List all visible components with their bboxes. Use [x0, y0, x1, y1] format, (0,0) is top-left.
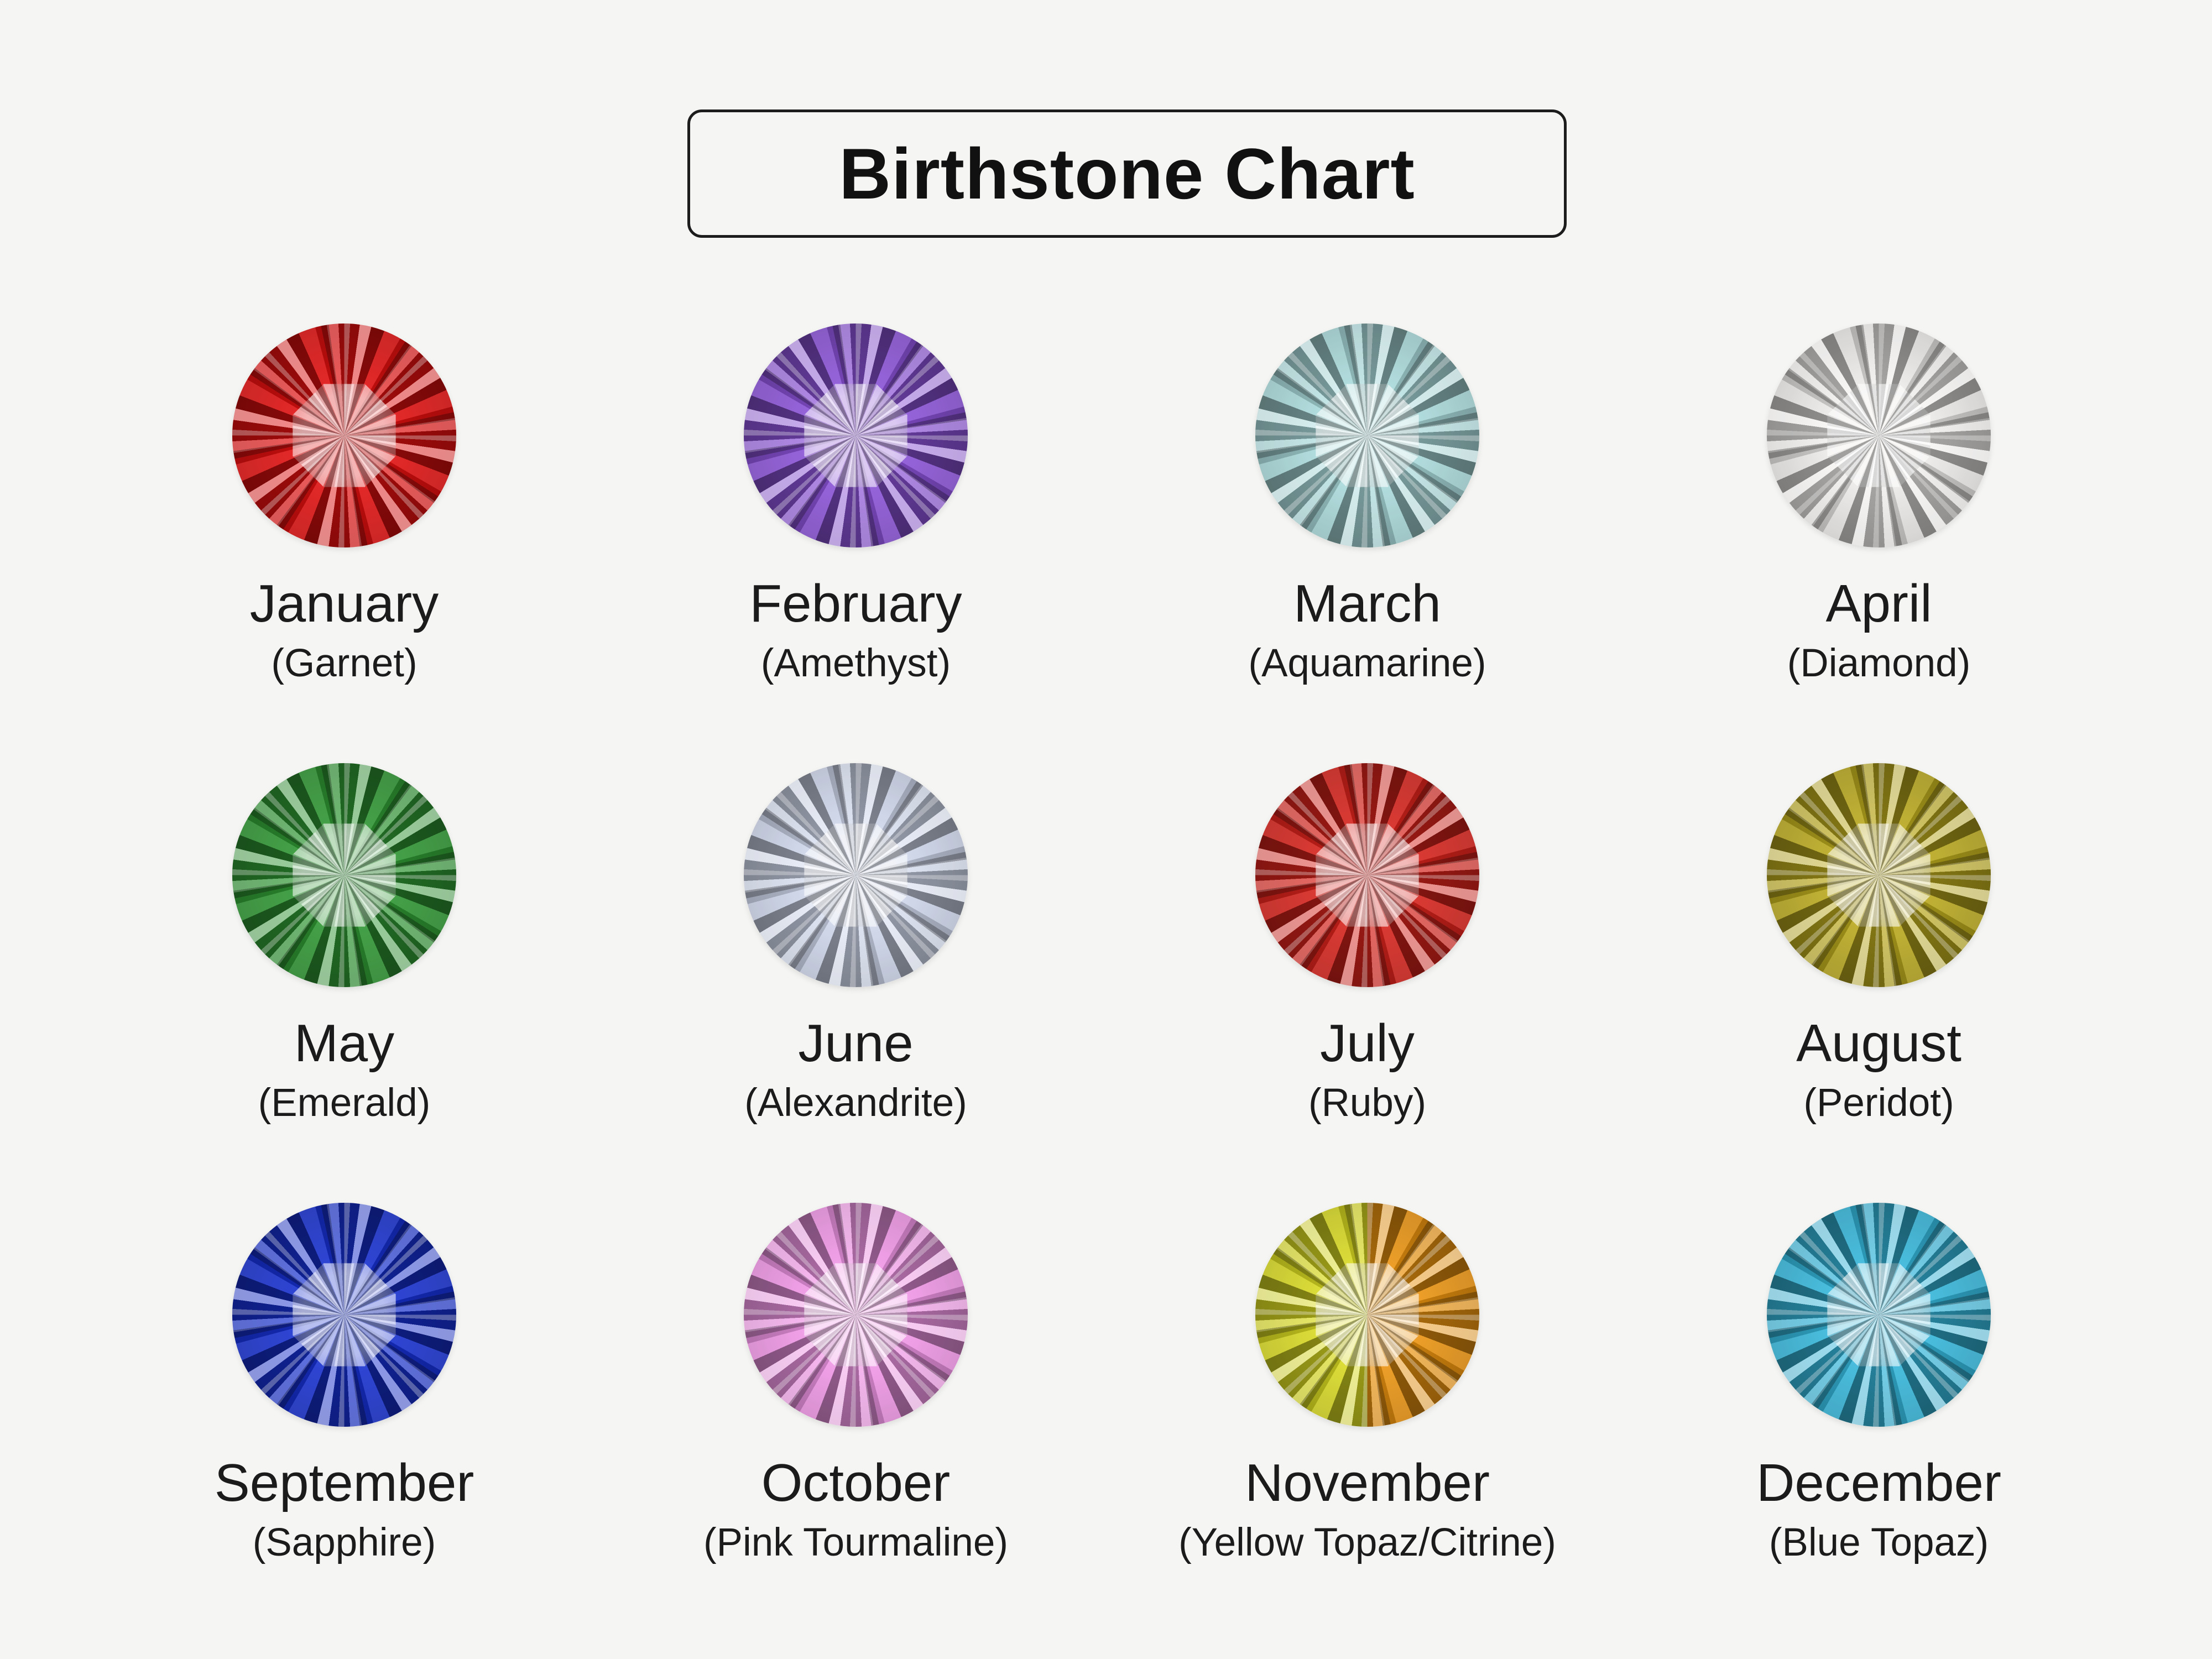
stone-label: (Sapphire)	[252, 1520, 436, 1564]
stone-label: (Ruby)	[1308, 1081, 1427, 1125]
stone-label: (Emerald)	[258, 1081, 431, 1125]
birthstone-cell-june	[600, 763, 1112, 1203]
month-label: January	[249, 574, 439, 633]
month-label: March	[1293, 574, 1441, 633]
stone-label: (Garnet)	[271, 641, 418, 685]
birthstone-cell-february	[600, 324, 1112, 763]
birthstone-cell-september	[88, 1203, 600, 1642]
gem-aquamarine	[1255, 324, 1479, 547]
month-label: February	[749, 574, 962, 633]
gem-blue-topaz	[1767, 1203, 1991, 1427]
birthstone-cell-october	[600, 1203, 1112, 1642]
page-title: Birthstone Chart	[839, 133, 1415, 214]
gem-alexandrite	[744, 763, 968, 987]
month-label: June	[798, 1014, 914, 1073]
stone-label: (Peridot)	[1803, 1081, 1954, 1125]
gem-diamond	[1767, 324, 1991, 547]
gem-pink-tourmaline	[744, 1203, 968, 1427]
stone-label: (Alexandrite)	[744, 1081, 967, 1125]
birthstone-cell-july	[1112, 763, 1623, 1203]
month-label: July	[1320, 1014, 1415, 1073]
birthstone-cell-december	[1623, 1203, 2135, 1642]
title-box	[687, 109, 1567, 238]
stone-label: (Yellow Topaz/Citrine)	[1178, 1520, 1556, 1564]
stone-label: (Diamond)	[1787, 641, 1971, 685]
stone-label: (Amethyst)	[760, 641, 951, 685]
birthstone-cell-april	[1623, 324, 2135, 763]
birthstone-cell-november	[1112, 1203, 1623, 1642]
gem-emerald	[232, 763, 456, 987]
month-label: April	[1825, 574, 1932, 633]
birthstone-cell-august	[1623, 763, 2135, 1203]
birthstone-cell-january	[88, 324, 600, 763]
gem-ruby	[1255, 763, 1479, 987]
stone-label: (Pink Tourmaline)	[703, 1520, 1009, 1564]
birthstone-cell-may	[88, 763, 600, 1203]
gem-yellow-topaz-citrine	[1255, 1203, 1479, 1427]
stone-label: (Aquamarine)	[1248, 641, 1486, 685]
month-label: May	[294, 1014, 395, 1073]
gem-peridot	[1767, 763, 1991, 987]
gem-garnet	[232, 324, 456, 547]
stone-label: (Blue Topaz)	[1768, 1520, 1989, 1564]
month-label: December	[1756, 1453, 2001, 1512]
month-label: October	[761, 1453, 951, 1512]
birthstone-grid	[88, 324, 2135, 1642]
month-label: August	[1796, 1014, 1961, 1073]
gem-sapphire	[232, 1203, 456, 1427]
gem-amethyst	[744, 324, 968, 547]
birthstone-cell-march	[1112, 324, 1623, 763]
month-label: September	[214, 1453, 474, 1512]
month-label: November	[1245, 1453, 1490, 1512]
